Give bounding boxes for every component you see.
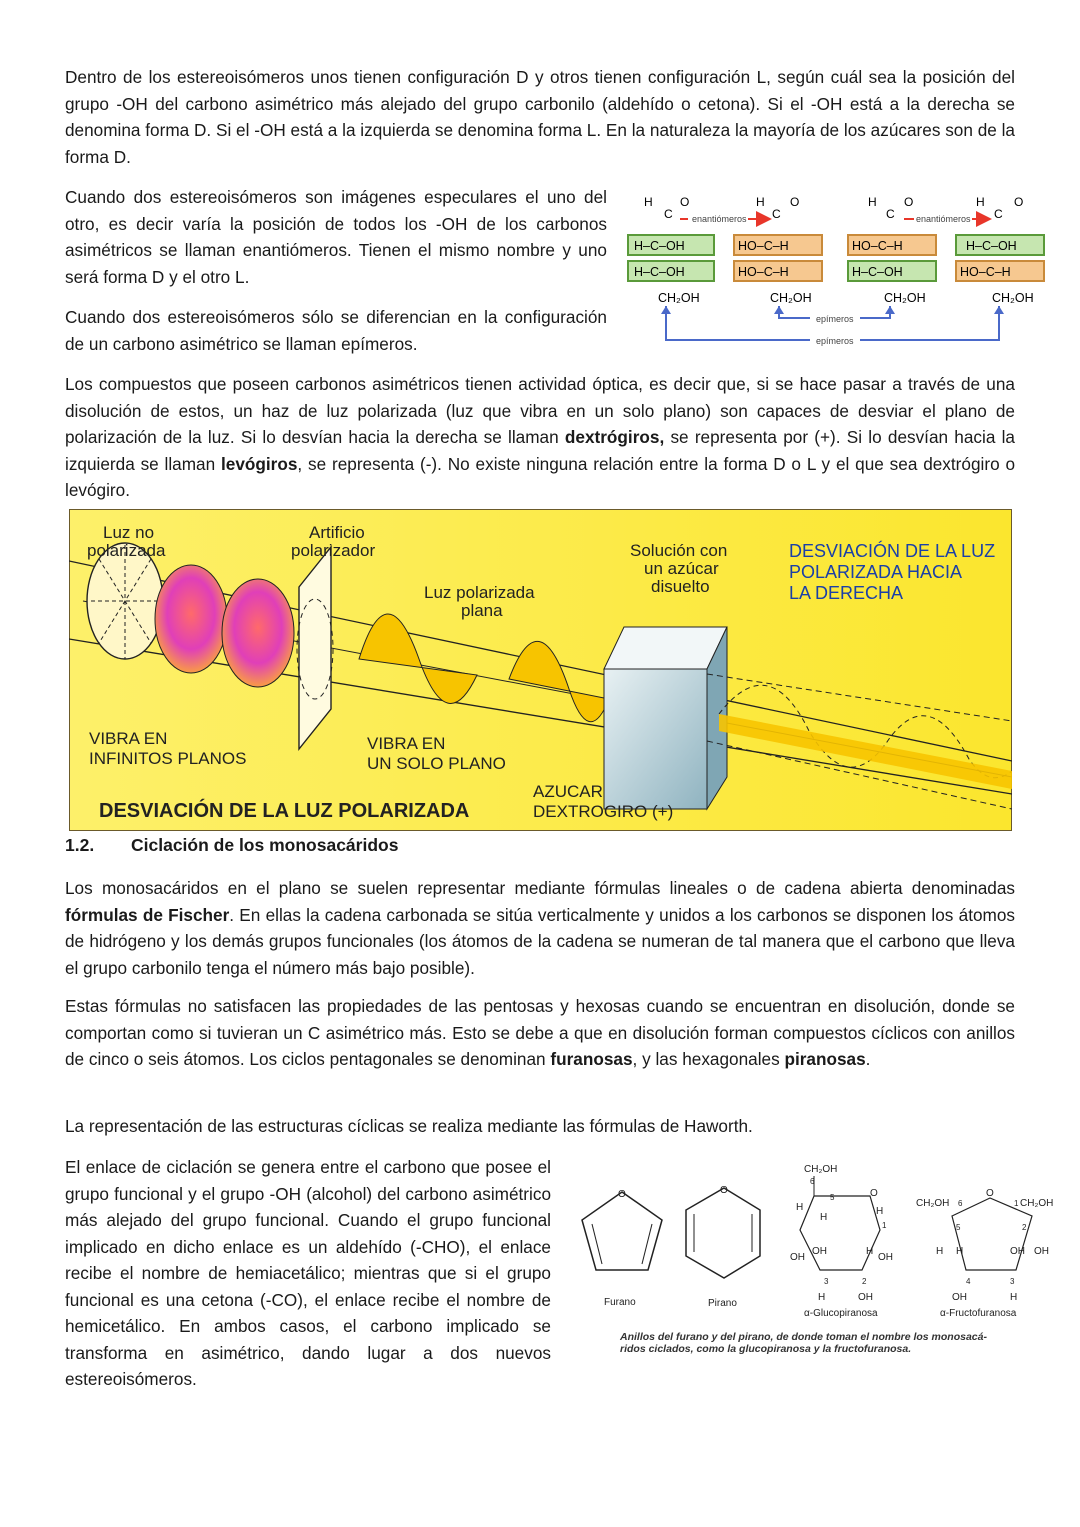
svg-text:O: O (986, 1188, 994, 1199)
svg-text:H: H (820, 1212, 828, 1223)
svg-text:CH₂OH: CH₂OH (1020, 1198, 1054, 1209)
svg-text:OH: OH (1034, 1246, 1049, 1257)
svg-text:1: 1 (1014, 1199, 1019, 1208)
label-artificio: Artificio (309, 523, 365, 542)
svg-text:HO–C–H: HO–C–H (738, 265, 789, 279)
fischer-structure-1 (628, 195, 714, 305)
label-azucar-1: AZUCAR (533, 782, 603, 801)
label-vibra-infinitos-2: INFINITOS PLANOS (89, 749, 247, 768)
enantiomer-label-1: enantiómeros (692, 214, 747, 224)
svg-text:3: 3 (824, 1277, 829, 1286)
svg-text:OH: OH (858, 1292, 873, 1303)
svg-text:O: O (680, 195, 690, 209)
label-solucion-1: Solución con (630, 541, 728, 560)
svg-text:4: 4 (966, 1277, 971, 1286)
label-polarizada: polarizada (87, 541, 166, 560)
section-heading: 1.2. Ciclación de los monosacáridos (65, 835, 399, 855)
fischer-structure-3 (848, 195, 936, 305)
rings-caption-1: Anillos del furano y del pirano, de donde toman el nombre los monosacá- (620, 1331, 987, 1343)
svg-text:CH₂OH: CH₂OH (992, 291, 1034, 305)
svg-text:CH₂OH: CH₂OH (658, 291, 700, 305)
svg-text:5: 5 (956, 1223, 961, 1232)
svg-text:CH₂OH: CH₂OH (770, 291, 812, 305)
label-luz-no: Luz no (103, 523, 155, 542)
svg-text:H–C–OH: H–C–OH (966, 239, 1017, 253)
svg-text:H: H (644, 195, 653, 209)
label-solucion-3: disuelto (651, 577, 710, 596)
svg-text:α-Fructofuranosa: α-Fructofuranosa (940, 1308, 1017, 1319)
paragraph-haworth: La representación de las estructuras cíclicas se realiza mediante las fórmulas de Haworth. (65, 1116, 753, 1136)
svg-text:CH₂OH: CH₂OH (884, 291, 926, 305)
paragraph-epimers: Cuando dos estereoisómeros sólo se diferencian en la configuración de un carbono asimétrico se llaman epímeros. (65, 307, 607, 354)
rings-caption-2: ridos ciclados, como la glucopiranosa y la fructofuranosa. (620, 1343, 912, 1355)
label-desviacion-2: POLARIZADA HACIA (789, 562, 963, 582)
svg-text:H–C–OH: H–C–OH (852, 265, 903, 279)
svg-text:H: H (866, 1246, 874, 1257)
fischer-projection-figure (622, 192, 1052, 350)
svg-text:Pirano: Pirano (708, 1298, 737, 1309)
label-plana: plana (461, 601, 503, 620)
svg-text:C: C (772, 207, 781, 221)
svg-text:OH: OH (878, 1252, 893, 1263)
svg-text:OH: OH (812, 1246, 827, 1257)
svg-text:OH: OH (1010, 1246, 1025, 1257)
svg-text:H: H (876, 1206, 884, 1217)
polarization-figure (69, 509, 1012, 831)
svg-text:H: H (756, 195, 765, 209)
svg-text:H: H (868, 195, 877, 209)
svg-text:2: 2 (862, 1277, 867, 1286)
label-azucar-2: DEXTROGIRO (+) (533, 802, 674, 821)
label-desviacion-3: LA DERECHA (789, 583, 904, 603)
svg-text:C: C (886, 207, 895, 221)
svg-text:O: O (790, 195, 800, 209)
label-polarizador: polarizador (291, 541, 376, 560)
svg-text:O: O (870, 1188, 878, 1199)
label-vibra-infinitos-1: VIBRA EN (89, 729, 168, 748)
paragraph-fischer: Los monosacáridos en el plano se suelen representar mediante fórmulas lineales o de cadena abierta denominadas fórmulas de Fischer. En ellas la cadena carbonada se sitúa verticalmente y unidos a los carbonos se disponen los átomos de hidrógeno y los demás grupos funcionales (los átomos de la cadena se numeran de tal manera que el carbono que lleva el grupo carbonilo tenga el número más bajo posible). (65, 878, 1015, 978)
svg-text:3: 3 (1010, 1277, 1015, 1286)
svg-text:5: 5 (830, 1193, 835, 1202)
paragraph-enantiomers: Cuando dos estereoisómeros son imágenes especulares el uno del otro, es decir varía la posición de todos los -OH de los carbonos asimétricos se llaman enantiómeros. Tienen el mismo nombre y uno será forma D y el otro L. (65, 187, 607, 287)
svg-text:OH: OH (952, 1292, 967, 1303)
svg-text:H: H (936, 1246, 944, 1257)
svg-text:O: O (1014, 195, 1024, 209)
svg-text:O: O (618, 1189, 626, 1200)
paragraph-ciclacion: El enlace de ciclación se genera entre el carbono que posee el grupo funcional y el grupo -OH (alcohol) del carbono asimétrico más alejado del grupo funcional. Cuando el grupo funcional implicado en dicho enlace es un aldehído (-CHO), el enlace recibe el nombre de hemiacetálico; mientras que si el grupo funcional es una cetona (-CO), el enlace recibe el nombre de hemicetálico. En ambos casos, el carbono implicado se transforma en asimétrico, dando lugar a dos nuevos estereoisómeros. (65, 1157, 551, 1389)
polarization-title: DESVIACIÓN DE LA LUZ POLARIZADA (99, 800, 470, 822)
svg-text:H: H (818, 1292, 826, 1303)
svg-text:H: H (956, 1246, 964, 1257)
svg-text:α-Glucopiranosa: α-Glucopiranosa (804, 1308, 878, 1319)
svg-text:HO–C–H: HO–C–H (738, 239, 789, 253)
svg-text:HO–C–H: HO–C–H (960, 265, 1011, 279)
pirano-ring (686, 1185, 760, 1309)
svg-text:CH₂OH: CH₂OH (916, 1198, 950, 1209)
paragraph-optical-activity: Los compuestos que poseen carbonos asimétricos tienen actividad óptica, es decir que, si se hace pasar a través de una disolución de estos, un haz de luz polarizada (luz que vibra en un solo plano) son capaces de desviar el plano de polarización de la luz. Si lo desvían hacia la derecha se llaman dextrógiros, se representa por (+). Si lo desvían hacia la izquierda se llaman levógiros, se representa (-). No existe ninguna relación entre la forma D o L y el que sea dextrógiro o levógiro. (65, 374, 1016, 500)
svg-text:H: H (1010, 1292, 1018, 1303)
label-luz-polarizada: Luz polarizada (424, 583, 535, 602)
furano-ring (582, 1189, 662, 1308)
epimer-label-1: epímeros (816, 314, 854, 324)
paragraph-stereoisomers: Dentro de los estereoisómeros unos tienen configuración D y otros tienen configuración L, según cuál sea la posición del grupo -OH del carbono asimétrico más alejado del grupo carbonilo (aldehído o cetona). Si el -OH está a la derecha se denomina forma D. Si el -OH está a la izquierda se denomina forma L. En la naturaleza la mayoría de los azúcares son de la forma D. (65, 67, 1015, 167)
fischer-structure-2 (734, 195, 822, 305)
paragraph-cyclic: Estas fórmulas no satisfacen las propiedades de las pentosas y hexosas cuando se encuentran en disolución, donde se comportan como si tuvieran un C asimétrico más. Esto se debe a que en disolución forman compuestos cíclicos con anillos de cinco o seis átomos. Los ciclos pentagonales se denominan furanosas, y las hexagonales piranosas. (65, 996, 1015, 1069)
svg-text:1: 1 (882, 1221, 887, 1230)
label-desviacion-1: DESVIACIÓN DE LA LUZ (789, 541, 996, 561)
svg-text:H: H (796, 1202, 804, 1213)
svg-text:O: O (904, 195, 914, 209)
svg-text:6: 6 (810, 1177, 815, 1186)
label-solucion-2: un azúcar (644, 559, 719, 578)
svg-text:O: O (720, 1185, 728, 1196)
svg-text:HO–C–H: HO–C–H (852, 239, 903, 253)
fischer-structure-4 (956, 195, 1044, 305)
svg-text:H–C–OH: H–C–OH (634, 265, 685, 279)
svg-text:C: C (664, 207, 673, 221)
svg-text:Furano: Furano (604, 1297, 636, 1308)
fructofuranosa-ring (916, 1188, 1053, 1319)
label-vibra-uno-2: UN SOLO PLANO (367, 754, 506, 773)
svg-text:2: 2 (1022, 1223, 1027, 1232)
svg-text:H–C–OH: H–C–OH (634, 239, 685, 253)
enantiomer-label-2: enantiómeros (916, 214, 971, 224)
svg-text:6: 6 (958, 1199, 963, 1208)
svg-text:CH₂OH: CH₂OH (804, 1164, 838, 1175)
epimer-label-2: epímeros (816, 336, 854, 346)
svg-text:H: H (976, 195, 985, 209)
rings-figure (574, 1158, 1074, 1358)
glucopiranosa-ring (790, 1164, 893, 1319)
label-vibra-uno-1: VIBRA EN (367, 734, 446, 753)
svg-text:C: C (994, 207, 1003, 221)
svg-text:OH: OH (790, 1252, 805, 1263)
